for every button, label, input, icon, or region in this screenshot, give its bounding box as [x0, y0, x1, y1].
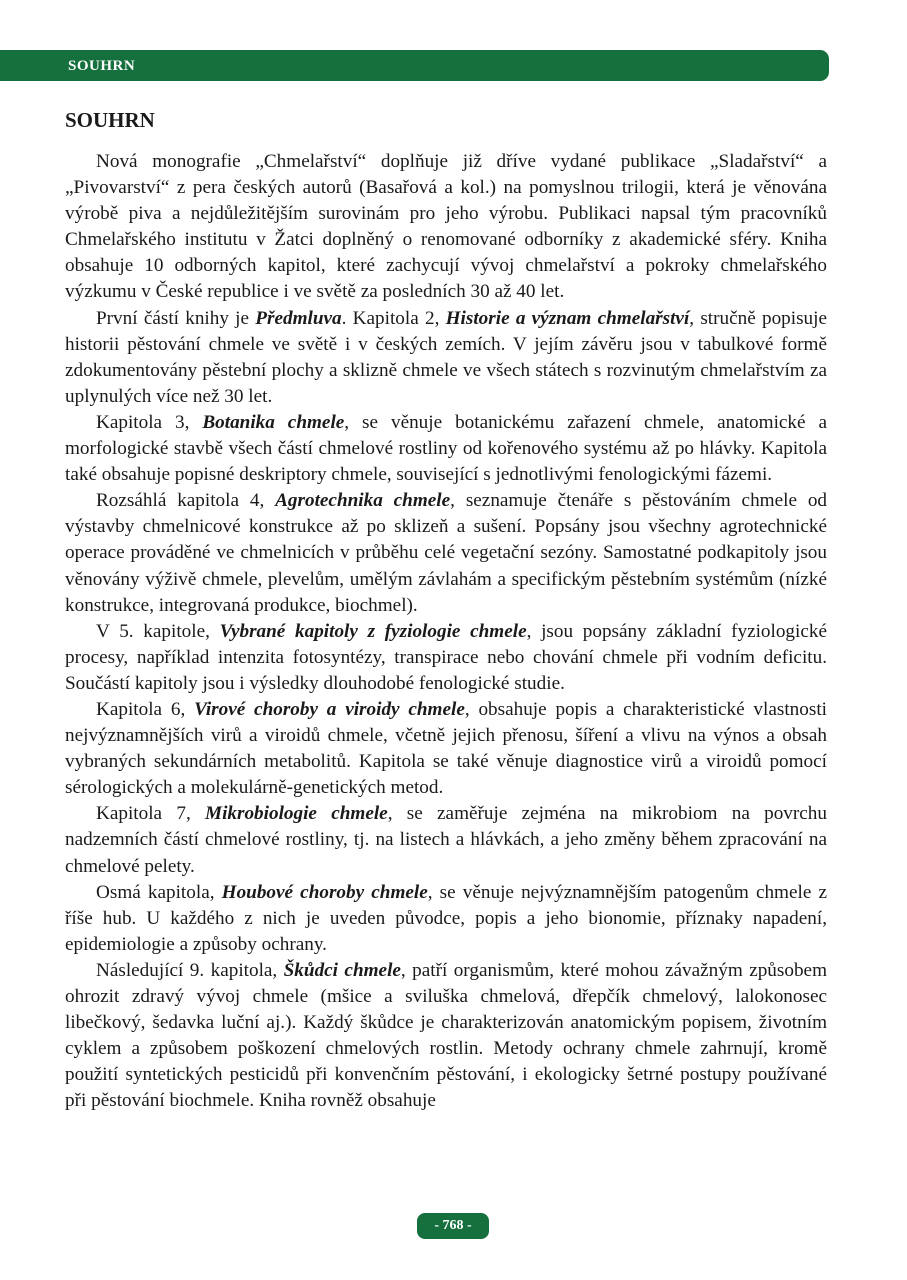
chapter-title: Virové choroby a viroidy chmele: [194, 698, 465, 720]
paragraph-chapter-6: Kapitola 6, Virové choroby a viroidy chmele, obsahuje popis a charakteristické vlastnosti nejvýznamnějších virů a viroidů chmele, včetně jejich přenosu, šíření a vlivu na výnos a obsah vybraných sekundárních metabolitů. Kapitola se také věnuje diagnostice virů a viroidů pomocí sérologických a molekulárně-genetických metod.: [65, 698, 827, 799]
chapter-title: Mikrobiologie chmele: [205, 803, 388, 825]
page-title: SOUHRN: [65, 108, 155, 132]
chapter-title: Houbové choroby chmele: [221, 881, 428, 903]
page-number: - 768 -: [417, 1213, 489, 1239]
section-header-bar: [0, 50, 829, 81]
chapter-title: Historie a význam chmelařství: [445, 307, 690, 329]
paragraph-chapter-7: Kapitola 7, Mikrobiologie chmele, se zaměřuje zejména na mikrobiom na povrchu nadzemních částí chmelové rostliny, tj. na listech a hlávkách, a jeho změny během zpracování na chmelové pelety.: [65, 803, 827, 877]
chapter-title: Předmluva: [255, 307, 342, 329]
paragraph-intro: Nová monografie „Chmelařství“ doplňuje již dříve vydané publikace „Sladařství“ a „Pivovarství“ z pera českých autorů (Basařová a kol.) na pomyslnou trilogii, která je věnována výrobě piva a nejdůležitějším surovinám pro jeho výrobu. Publikaci napsal tým pracovníků Chmelařského institutu v Žatci doplněný o renomované odborníky z akademické sféry. Kniha obsahuje 10 odborných kapitol, které zachycují vývoj chmelařství a pokroky chmelařského výzkumu v České republice i ve světě za posledních 30 až 40 let.: [65, 151, 827, 303]
body-text: [65, 149, 827, 1114]
paragraph-chapter-9: Následující 9. kapitola, Škůdci chmele, patří organismům, které mohou závažným způsobem ohrozit zdravý vývoj chmele (mšice a sviluška chmelová, dřepčík chmelový, lalokonosec libečkový, šedavka luční aj.). Každý škůdce je charakterizován anatomickým popisem, životním cyklem a způsobem poškození chmelových rostlin. Metody ochrany chmele zahrnují, kromě použití syntetických pesticidů při konvenčním pěstování, i ekologicky šetrné postupy používané při pěstování biochmele. Kniha rovněž obsahuje: [65, 959, 827, 1112]
chapter-title: Škůdci chmele: [283, 959, 401, 981]
paragraph-chapter-8: Osmá kapitola, Houbové choroby chmele, se věnuje nejvýznamnějším patogenům chmele z říše hub. U každého z nich je uveden původce, popis a jeho bionomie, příznaky napadení, epidemiologie a způsoby ochrany.: [65, 881, 827, 955]
section-header-label: SOUHRN: [68, 58, 136, 74]
chapter-title: Botanika chmele: [202, 411, 345, 433]
chapter-title: Agrotechnika chmele: [275, 490, 451, 512]
chapter-title: Vybrané kapitoly z fyziologie chmele: [219, 620, 527, 642]
paragraph-chapter-5: V 5. kapitole, Vybrané kapitoly z fyziologie chmele, jsou popsány základní fyziologické procesy, například intenzita fotosyntézy, transpirace nebo chování chmele při vodním deficitu. Součástí kapitoly jsou i výsledky dlouhodobé fenologické studie.: [65, 620, 827, 694]
paragraph-chapter-2: První částí knihy je Předmluva. Kapitola 2, Historie a význam chmelařství, stručně popisuje historii pěstování chmele ve světě i v českých zemích. V jejím závěru jsou v tabulkové formě zdokumentovány pěstební plochy a sklizně chmele ve všech státech s rozvinutým chmelařstvím za uplynulých více než 30 let.: [65, 307, 827, 407]
paragraph-chapter-4: Rozsáhlá kapitola 4, Agrotechnika chmele, seznamuje čtenáře s pěstováním chmele od výstavby chmelnicové konstrukce až po sklizeň a sušení. Popsány jsou všechny agrotechnické operace prováděné ve chmelnicích v průběhu celé vegetační sezóny. Samostatné podkapitoly jsou věnovány výživě chmele, plevelům, umělým závlahám a specifickým pěstebním systémům (nízké konstrukce, integrovaná produkce, biochmel).: [65, 490, 828, 616]
paragraph-chapter-3: Kapitola 3, Botanika chmele, se věnuje botanickému zařazení chmele, anatomické a morfologické stavbě všech částí chmelové rostliny od kořenového systému až po hlávky. Kapitola také obsahuje popisné deskriptory chmele, související s jednotlivými fenologickými fázemi.: [65, 411, 827, 486]
